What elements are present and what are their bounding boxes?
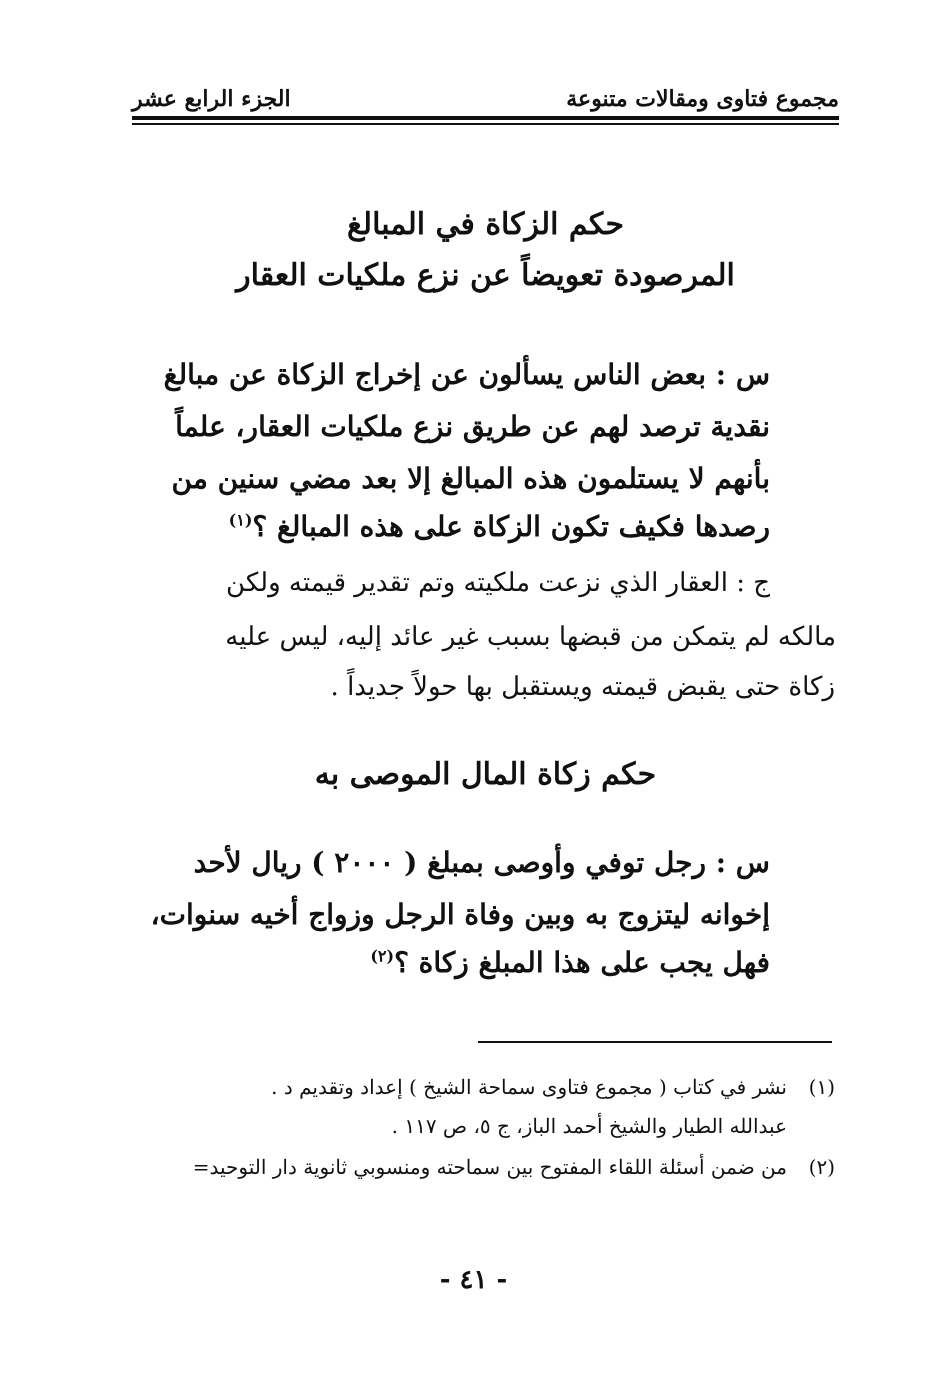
question-line: س : رجل توفي وأوصى بمبلغ ( ٢٠٠٠ ) ريال لأحد xyxy=(193,846,770,879)
footnote-number: (١) xyxy=(808,1075,835,1099)
header-rule-thick xyxy=(132,116,839,120)
book-title: مجموع فتاوى ومقالات متنوعة xyxy=(566,86,839,112)
page-number: - ٤١ - xyxy=(439,1265,508,1295)
header-rule-thin xyxy=(132,123,839,125)
footnote-1-cont xyxy=(130,1114,835,1144)
answer-line: مالكه لم يتمكن من قبضها بسبب غير عائد إليه، ليس عليه xyxy=(225,622,836,652)
footnote-1 xyxy=(130,1075,835,1105)
footnote-number: (٢) xyxy=(808,1155,835,1179)
section1-title-line1: حكم الزكاة في المبالغ xyxy=(346,207,625,242)
question-line: إخوانه ليتزوج به وبين وفاة الرجل وزواج أخيه سنوات، xyxy=(150,898,770,931)
question-line: س : بعض الناس يسألون عن إخراج الزكاة عن مبالغ xyxy=(163,358,770,391)
question-line: نقدية ترصد لهم عن طريق نزع ملكيات العقار، علماً xyxy=(175,410,770,443)
question-line-last xyxy=(370,946,770,979)
answer-line: ج : العقار الذي نزعت ملكيته وتم تقدير قيمته ولكن xyxy=(226,568,770,598)
footnote-ref: (٢) xyxy=(370,946,395,966)
section1-title-line2: المرصودة تعويضاً عن نزع ملكيات العقار xyxy=(236,258,735,293)
question-line-last xyxy=(229,510,770,543)
footnote-text: نشر في كتاب ( مجموع فتاوى سماحة الشيخ ) إعداد وتقديم د . xyxy=(271,1075,787,1099)
footnote-ref: (١) xyxy=(228,510,253,530)
volume-label: الجزء الرابع عشر xyxy=(132,86,291,112)
footnote-text: عبدالله الطيار والشيخ أحمد الباز، ج ٥، ص ١١٧ . xyxy=(391,1114,787,1138)
answer-line-last: زكاة حتى يقبض قيمته ويستقبل بها حولاً جديداً . xyxy=(330,672,835,702)
question-text: رصدها فكيف تكون الزكاة على هذه المبالغ ؟ xyxy=(252,510,770,543)
question-line: بأنهم لا يستلمون هذه المبالغ إلا بعد مضي سنين من xyxy=(171,462,770,495)
footnote-2 xyxy=(130,1155,835,1185)
question-text: فهل يجب على هذا المبلغ زكاة ؟ xyxy=(394,946,770,979)
running-header xyxy=(132,86,839,112)
footnote-separator xyxy=(478,1041,832,1043)
section2-title: حكم زكاة المال الموصى به xyxy=(314,757,657,792)
footnote-text: من ضمن أسئلة اللقاء المفتوح بين سماحته ومنسوبي ثانوية دار التوحيد= xyxy=(192,1155,787,1179)
